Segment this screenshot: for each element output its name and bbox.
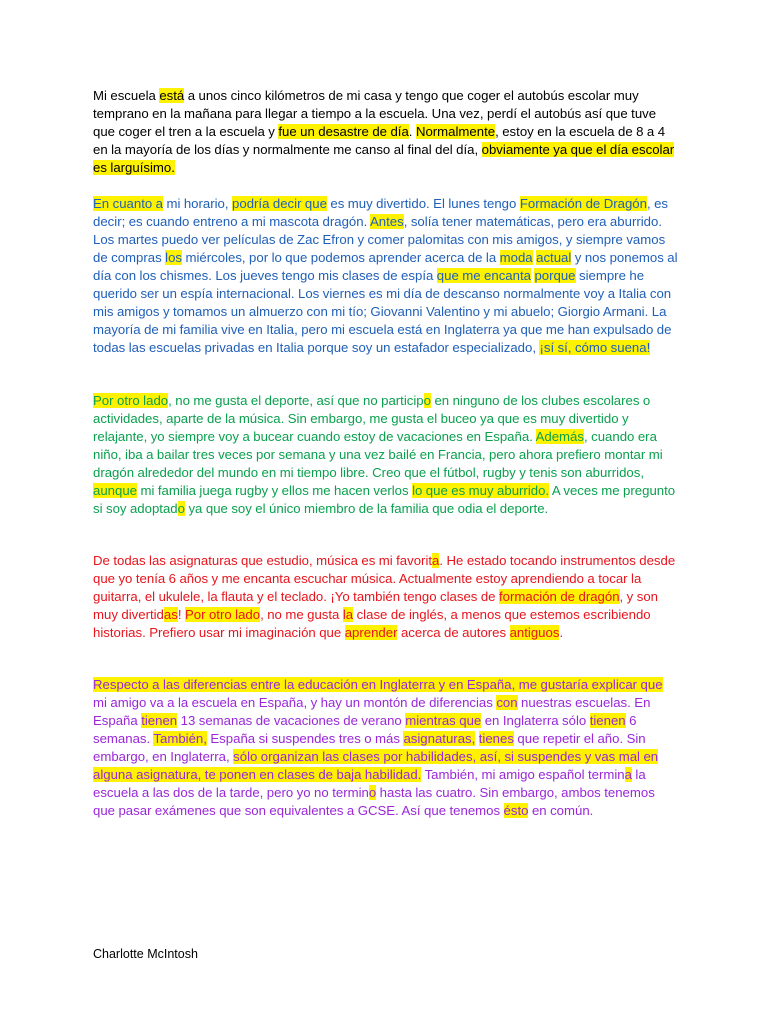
text-run: miércoles, por lo que podemos aprender acerca de la [182,250,500,265]
text-run: De todas las asignaturas que estudio, música es mi favorit [93,553,433,568]
highlighted-phrase: o [423,393,431,408]
highlighted-phrase: ¡sí sí, cómo suena! [539,340,651,355]
text-run: . He estado tocando instrumentos desde que yo tenía 6 años y me encanta escuchar música. Actualmente estoy aprendiendo a tocar la guitarra, el ukulele, la flauta y el teclado. ¡Yo también tengo clases de [93,553,676,604]
paragraph-differences [93,676,679,820]
text-run: . [559,625,564,640]
highlighted-phrase: as [163,607,178,622]
highlighted-phrase: lo que es muy aburrido. [412,483,550,498]
text-run: que repetir el año. Sin embargo, en Inglaterra, [93,731,646,764]
text-run: Mi escuela [93,88,160,103]
paragraph-sports [93,392,679,518]
text-run: y nos ponemos al día con los chismes. Los jueves tengo mis clases de espía [93,250,678,283]
text-run: en común. [528,803,594,818]
highlighted-phrase: o [368,785,377,800]
highlighted-phrase: mientras que [405,713,482,728]
footer-author: Charlotte McIntosh [93,947,198,961]
text-run: mi amigo va a la escuela en España, y hay un montón de diferencias [93,695,497,710]
text-run: hasta las cuatro. Sin embargo, ambos tenemos que pasar exámenes que son equivalentes a GCSE. Así que tenemos [93,785,655,818]
text-run: , no me gusta [260,607,343,622]
highlighted-phrase: con [496,695,518,710]
highlighted-phrase: obviamente ya que el día escolar es larguísimo. [93,142,675,175]
text-run: clase de inglés, a menos que estemos escribiendo historias. Prefiero usar mi imaginación que [93,607,651,640]
highlighted-phrase: También, [153,731,207,746]
text-run: , y son muy divertid [93,589,658,622]
highlighted-phrase: aprender [344,625,398,640]
text-run: . [408,124,416,139]
text-run: en Inglaterra sólo [481,713,590,728]
highlighted-phrase: la [342,607,354,622]
highlighted-phrase: Normalmente [415,124,496,139]
highlighted-phrase: Por otro lado [184,607,261,622]
highlighted-phrase: o [177,501,185,516]
text-run: También, mi amigo español termin [421,767,625,782]
paragraph-schedule [93,195,679,357]
highlighted-phrase: tienen [589,713,626,728]
text-run: ya que soy el único miembro de la familia que odia el deporte. [185,501,549,516]
text-run: , cuando era niño, iba a bailar tres veces por semana y una vez bailé en Francia, pero ahora prefiero montar mi dragón alrededor del mundo en mi tiempo libre. Creo que el fútbol, rugby y tenis son aburridos, [93,429,663,480]
text-run: mi horario, [163,196,233,211]
highlighted-phrase: ésto [503,803,529,818]
highlighted-phrase: Además [535,429,584,444]
text-run: , no me gusta el deporte, así que no particip [168,393,424,408]
text-run: mi familia juega rugby y ellos me hacen verlos [137,483,413,498]
text-run: , solía tener matemáticas, pero era aburrido. Los martes puedo ver películas de Zac Efron y comer palomitas con mis amigos, y siempre vamos de compras [93,214,666,265]
highlighted-phrase: a [432,553,440,568]
text-run: ! [177,607,185,622]
text-run: , estoy en la escuela de 8 a 4 en la mayoría de los días y normalmente me canso al final del día, [93,124,666,157]
highlighted-phrase: Por otro lado [93,393,169,408]
highlighted-phrase: tienes [478,731,514,746]
text-run: nuestras escuelas. En España [93,695,651,728]
highlighted-phrase: que me encanta [436,268,531,283]
text-run: a unos cinco kilómetros de mi casa y tengo que coger el autobús escolar muy temprano en la mañana para llegar a tiempo a la escuela. Una vez, perdí el autobús así que tuve que coger el tren a la escuela y [93,88,657,139]
highlighted-phrase: porque [534,268,576,283]
text-run: en ninguno de los clubes escolares o actividades, aparte de la música. Sin embargo, me gusta el buceo ya que es muy divertido y relajante, yo siempre voy a bucear cuando estoy de vacaciones en España. [93,393,651,444]
highlighted-phrase: Respecto a las diferencias entre la educación en Inglaterra y en España, me gustaría explicar que [93,677,663,692]
highlighted-phrase: tienen [141,713,178,728]
text-run: acerca de autores [397,625,510,640]
highlighted-phrase: moda [499,250,533,265]
paragraph-subjects [93,552,679,642]
text-run: 13 semanas de vacaciones de verano [177,713,406,728]
text-run: 6 semanas. [93,713,637,746]
text-run: es muy divertido. El lunes tengo [326,196,520,211]
paragraph-school-commute [93,87,679,177]
text-run: siempre he querido ser un espía internacional. Los viernes es mi día de descanso normalmente voy a Italia con mis amigos y tomamos un almuerzo con mi tío; Giovanni Valentino y mi abuelo; Giorgio Armani. La mayoría de mi familia vive en Italia, pero mi escuela está en Inglaterra ya que me han expulsado de todas las escuelas privadas en Italia porque soy un estafador especializado, [93,268,672,355]
highlighted-phrase: sólo organizan las clases por habilidades, así, si suspendes y vas mal en alguna asignatura, te ponen en clases de baja habilidad. [93,749,659,782]
text-run: España si suspendes tres o más [206,731,404,746]
highlighted-phrase: Antes [369,214,404,229]
highlighted-phrase: está [159,88,185,103]
highlighted-phrase: fue un desastre de día [278,124,409,139]
highlighted-phrase: asignaturas, [403,731,476,746]
highlighted-phrase: los [165,250,183,265]
highlighted-phrase: podría decir que [232,196,327,211]
text-run: , es decir; es cuando entreno a mi mascota dragón. [93,196,669,229]
highlighted-phrase: formación de dragón [498,589,620,604]
highlighted-phrase: En cuanto a [93,196,163,211]
highlighted-phrase: Formación de Dragón [519,196,647,211]
highlighted-phrase: aunque [93,483,138,498]
text-run: la escuela a las dos de la tarde, pero yo no termin [93,767,646,800]
highlighted-phrase: antiguos [509,625,560,640]
highlighted-phrase: a [624,767,632,782]
highlighted-phrase: actual [536,250,572,265]
text-run: A veces me pregunto si soy adoptad [93,483,676,516]
